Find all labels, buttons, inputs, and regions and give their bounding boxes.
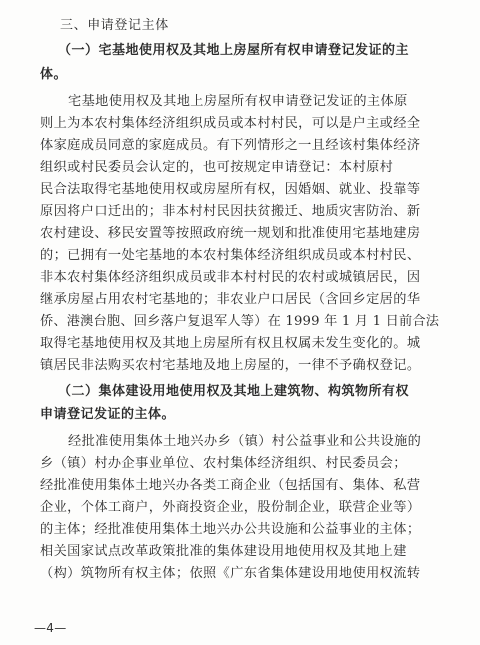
subsection-1-body-line-1: 宅基地使用权及其地上房屋所有权申请登记发证的主体原 bbox=[68, 94, 408, 109]
subsection-1-body-line-11: 侨、港澳台胞、回乡落户复退军人等）在 1999 年 1 月 1 日前合法 bbox=[40, 314, 440, 329]
subsection-1-body-line-5: 民合法取得宅基地使用权或房屋所有权，因婚姻、就业、投靠等 bbox=[40, 182, 421, 197]
subsection-2-body-line-1: 经批准使用集体土地兴办乡（镇）村公益事业和公共设施的 bbox=[68, 434, 422, 449]
subsection-1-body-line-10: 继承房屋占用农村宅基地的；非农业户口居民（含回乡定居的华 bbox=[40, 292, 421, 307]
subsection-2-body-line-6: 相关国家试点改革政策批准的集体建设用地使用权及其地上建 bbox=[40, 544, 407, 559]
section-heading: 三、申请登记主体 bbox=[60, 18, 169, 33]
subsection-2-body-line-3: 经批准使用集体土地兴办各类工商企业（包括国有、集体、私营 bbox=[40, 478, 421, 493]
subsection-2-title-line-2: 申请登记发证的主体。 bbox=[40, 407, 176, 422]
subsection-1-body-line-6: 原因将户口迁出的；非本村村民因扶贫搬迁、地质灾害防治、新 bbox=[40, 204, 421, 219]
subsection-1-body-line-4: 组织或村民委员会认定的，也可按规定申请登记：本村原村 bbox=[40, 160, 394, 175]
subsection-2-title-line-1: （二）集体建设用地使用权及其地上建筑物、构筑物所有权 bbox=[58, 384, 410, 399]
subsection-1-body-line-12: 取得宅基地使用权及其地上房屋所有权且权属未发生变化的。城 bbox=[40, 336, 421, 351]
subsection-1-body-line-7: 农村建设、移民安置等按照政府统一规划和批准使用宅基地建房 bbox=[40, 226, 421, 241]
subsection-2-body-line-7: （构）筑物所有权主体；依照《广东省集体建设用地使用权流转 bbox=[40, 566, 421, 581]
subsection-2-body-line-5: 的主体；经批准使用集体土地兴办公共设施和公益事业的主体； bbox=[40, 522, 421, 537]
subsection-1-title-line-1: （一）宅基地使用权及其地上房屋所有权申请登记发证的主 bbox=[58, 43, 410, 58]
subsection-1-title-line-2: 体。 bbox=[40, 67, 68, 82]
subsection-2-body-line-4: 企业，个体工商户，外商投资企业，股份制企业，联营企业等） bbox=[40, 500, 421, 515]
page-number: —4— bbox=[34, 621, 67, 635]
subsection-1-body-line-3: 体家庭成员同意的家庭成员。有下列情形之一且经该村集体经济 bbox=[40, 138, 421, 153]
subsection-1-body-line-2: 则上为本农村集体经济组织成员或本村村民，可以是户主或经全 bbox=[40, 116, 421, 131]
subsection-1-body-line-9: 非本农村集体经济组织成员或非本村村民的农村或城镇居民，因 bbox=[40, 270, 421, 285]
subsection-1-body-line-13: 镇居民非法购买农村宅基地及地上房屋的，一律不予确权登记。 bbox=[40, 358, 421, 373]
subsection-2-body-line-2: 乡（镇）村办企事业单位、农村集体经济组织、村民委员会； bbox=[40, 456, 407, 471]
subsection-1-body-line-8: 的；已拥有一处宅基地的本农村集体经济组织成员或本村村民、 bbox=[40, 248, 421, 263]
